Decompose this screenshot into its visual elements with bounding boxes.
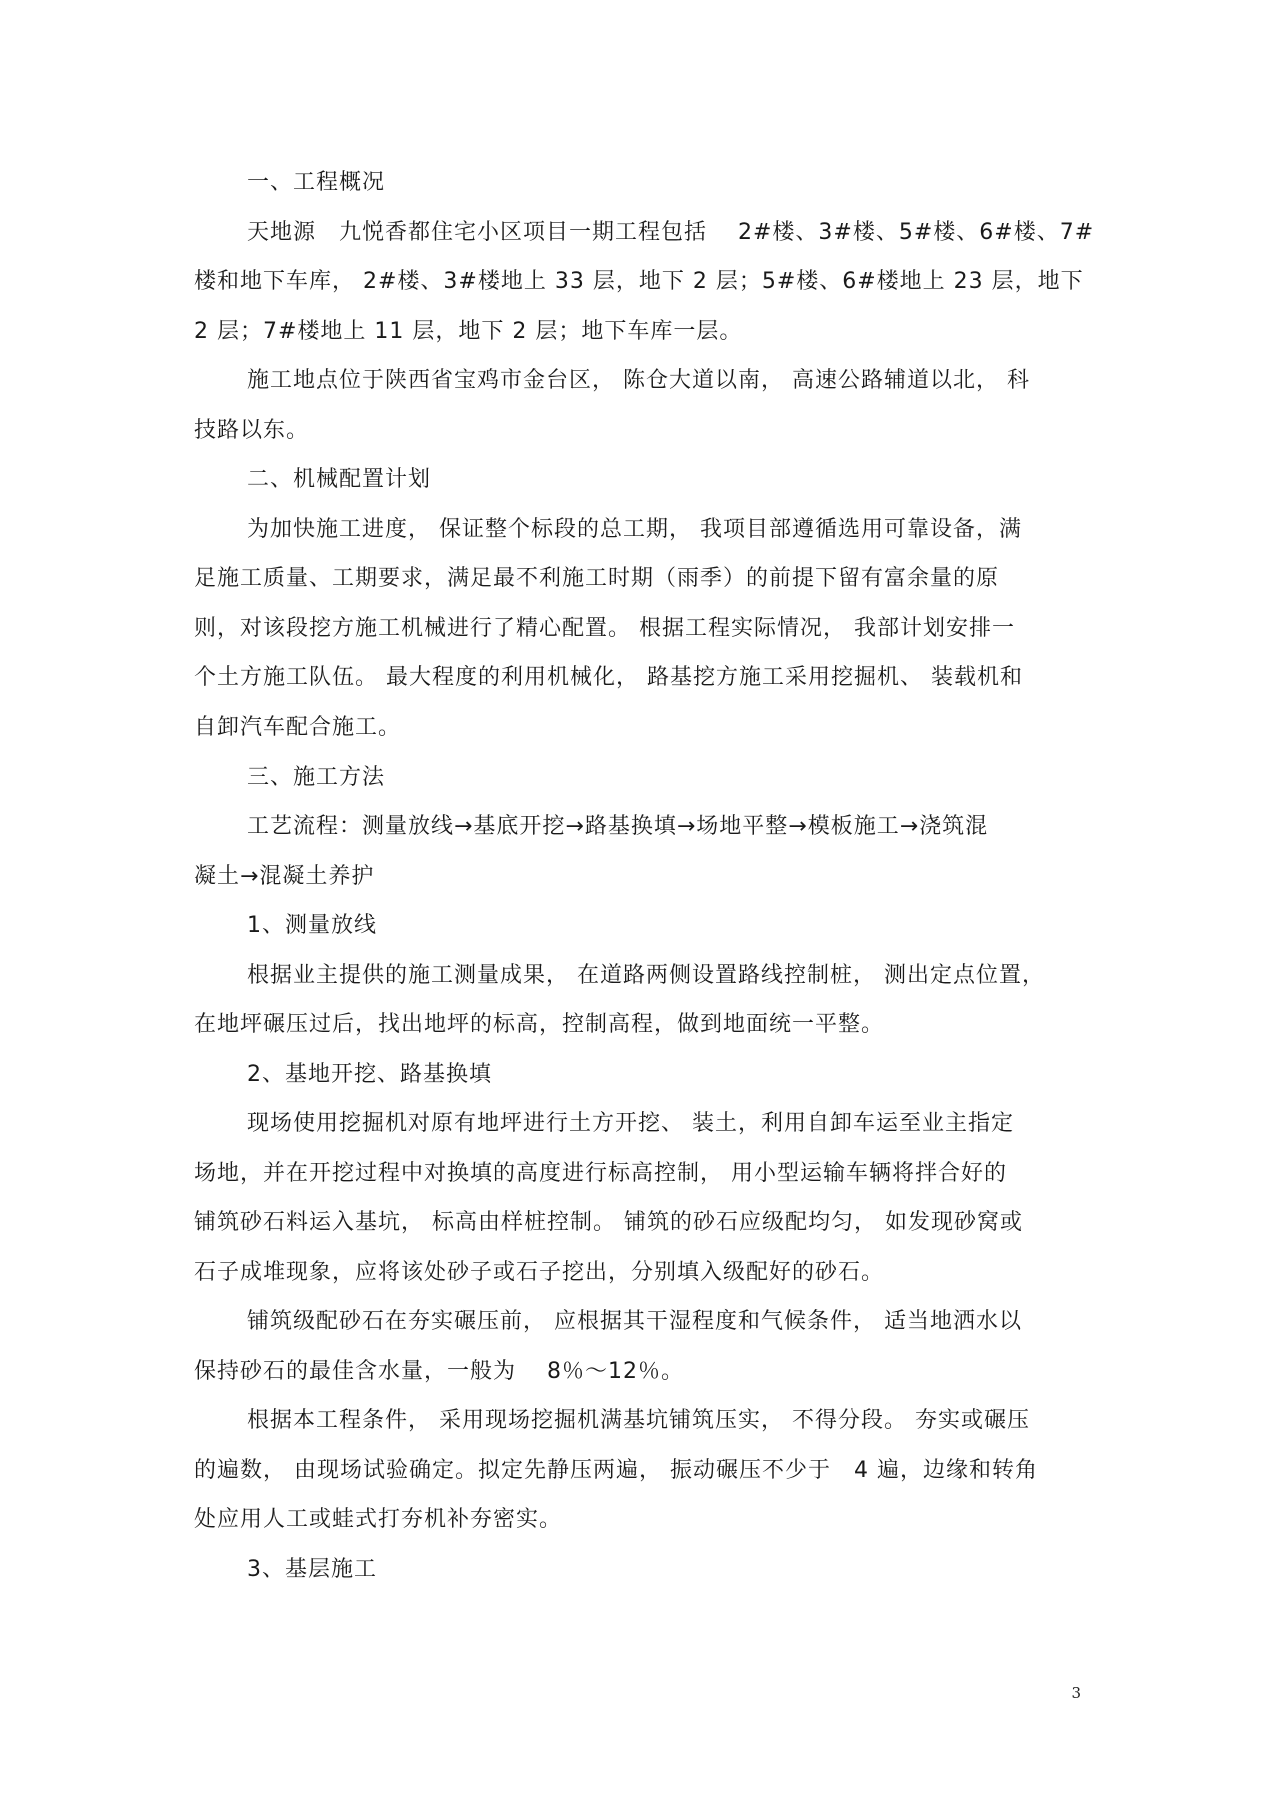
paragraph-line: 铺筑级配砂石在夯实碾压前， 应根据其干湿程度和气候条件， 适当地洒水以 <box>247 1309 1022 1334</box>
paragraph-line: 场地，并在开挖过程中对换填的高度进行标高控制， 用小型运输车辆将拌合好的 <box>194 1161 1007 1186</box>
paragraph-line: 楼和地下车库， 2#楼、3#楼地上 33 层，地下 2 层；5#楼、6#楼地上 23 层，地下 <box>194 269 1084 294</box>
paragraph-line: 根据本工程条件， 采用现场挖掘机满基坑铺筑压实， 不得分段。 夯实或碾压 <box>247 1408 1030 1433</box>
paragraph-line: 保持砂石的最佳含水量，一般为 8％～12％。 <box>194 1359 684 1384</box>
paragraph-line: 凝土→混凝土养护 <box>194 864 375 889</box>
paragraph-line: 根据业主提供的施工测量成果， 在道路两侧设置路线控制桩， 测出定点位置， <box>247 963 1045 988</box>
subheading-base-layer: 3、基层施工 <box>247 1557 377 1582</box>
paragraph-line: 2 层；7#楼地上 11 层，地下 2 层；地下车库一层。 <box>194 319 743 344</box>
section-heading-project-overview: 一、工程概况 <box>247 170 386 195</box>
paragraph-line: 工艺流程：测量放线→基底开挖→路基换填→场地平整→模板施工→浇筑混 <box>247 814 989 839</box>
paragraph-line: 足施工质量、工期要求，满足最不利施工时期（雨季）的前提下留有富余量的原 <box>194 566 1000 591</box>
paragraph-line: 在地坪碾压过后，找出地坪的标高，控制高程，做到地面统一平整。 <box>194 1012 885 1037</box>
paragraph-line: 铺筑砂石料运入基坑， 标高由样桩控制。 铺筑的砂石应级配均匀， 如发现砂窝或 <box>194 1210 1023 1235</box>
section-heading-machinery-plan: 二、机械配置计划 <box>247 467 432 492</box>
paragraph-line: 个土方施工队伍。 最大程度的利用机械化， 路基挖方施工采用挖掘机、 装载机和 <box>194 665 1023 690</box>
paragraph-line: 自卸汽车配合施工。 <box>194 715 402 740</box>
paragraph-line: 石子成堆现象，应将该处砂子或石子挖出，分别填入级配好的砂石。 <box>194 1260 885 1285</box>
paragraph-line: 现场使用挖掘机对原有地坪进行土方开挖、 装土，利用自卸车运至业主指定 <box>247 1111 1014 1136</box>
page-number: 3 <box>1071 1684 1081 1702</box>
paragraph-line: 为加快施工进度， 保证整个标段的总工期， 我项目部遵循选用可靠设备，满 <box>247 517 1022 542</box>
section-heading-construction-method: 三、施工方法 <box>247 765 386 790</box>
paragraph-line: 施工地点位于陕西省宝鸡市金台区， 陈仓大道以南， 高速公路辅道以北， 科 <box>247 368 1030 393</box>
subheading-excavation: 2、基地开挖、路基换填 <box>247 1062 492 1087</box>
paragraph-line: 的遍数， 由现场试验确定。拟定先静压两遍， 振动碾压不少于 4 遍，边缘和转角 <box>194 1458 1038 1483</box>
paragraph-line: 处应用人工或蛙式打夯机补夯密实。 <box>194 1507 563 1532</box>
paragraph-line: 则，对该段挖方施工机械进行了精心配置。 根据工程实际情况， 我部计划安排一 <box>194 616 1015 641</box>
paragraph-line: 技路以东。 <box>194 418 310 443</box>
subheading-surveying: 1、测量放线 <box>247 913 377 938</box>
paragraph-line: 天地源 九悦香都住宅小区项目一期工程包括 2#楼、3#楼、5#楼、6#楼、7# <box>247 220 1095 245</box>
